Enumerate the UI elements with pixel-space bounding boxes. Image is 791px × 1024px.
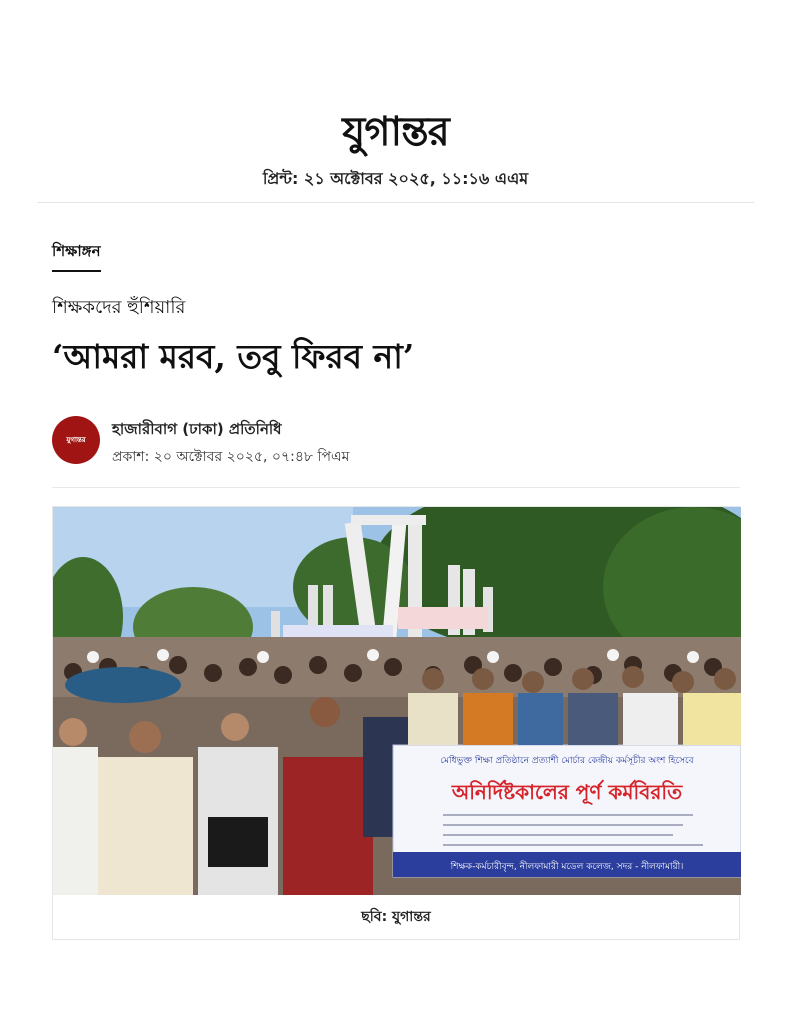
banner-footer-text: শিক্ষক-কর্মচারীবৃন্দ, নীলফামারী মডেল কলেজ, সদর - নীলফামারী। <box>450 862 684 872</box>
author-name: হাজারীবাগ (ঢাকা) প্রতিনিধি <box>112 420 282 438</box>
divider <box>52 487 740 488</box>
publish-timestamp: প্রকাশ: ২০ অক্টোবর ২০২৫, ০৭:৪৮ পিএম <box>112 449 350 465</box>
protest-photo-illustration <box>53 507 741 895</box>
site-logo[interactable]: যুগান্তর <box>342 108 449 155</box>
divider <box>37 202 754 203</box>
masthead <box>0 108 791 156</box>
avatar-logo-text: যুগান্তর <box>66 436 86 444</box>
category-label[interactable]: শিক্ষাঙ্গন <box>52 240 101 272</box>
article-kicker: শিক্ষকদের হুঁশিয়ারি <box>52 297 186 318</box>
article-figure <box>52 506 740 940</box>
banner-top-text: মেধিভুক্ত শিক্ষা প্রতিষ্ঠানে প্রত্যাশী মোর্চার কেন্দ্রীয় কর্মসূচীর অংশ হিসেবে <box>440 756 694 766</box>
photo-caption: ছবি: যুগান্তর <box>361 909 431 925</box>
print-timestamp: প্রিন্ট: ২১ অক্টোবর ২০২৫, ১১:১৬ এএম <box>262 169 529 188</box>
banner-main-text: অনির্দিষ্টকালের পূর্ণ কর্মবিরতি <box>451 780 683 804</box>
article-headline: ‘আমরা মরব, তবু ফিরব না’ <box>52 337 415 376</box>
article-photo <box>53 507 741 895</box>
author-avatar <box>52 416 100 464</box>
